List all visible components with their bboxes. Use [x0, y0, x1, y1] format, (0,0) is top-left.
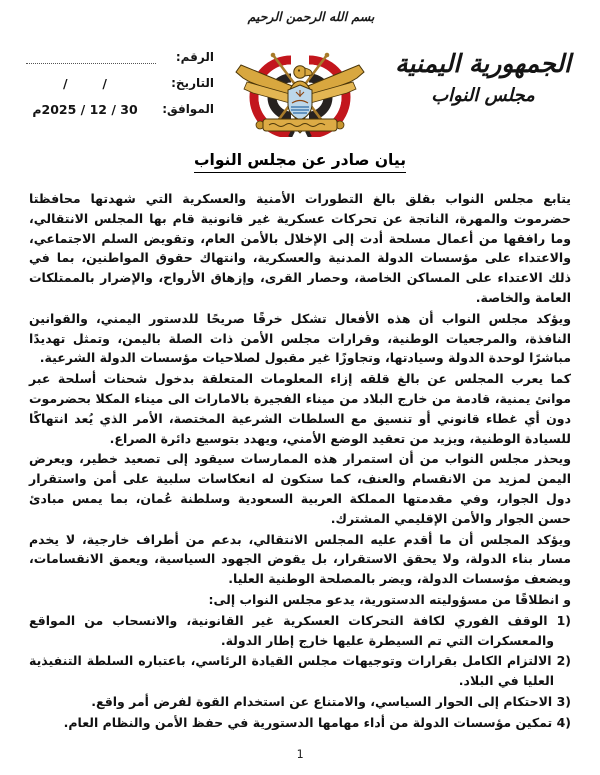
demand-text: تمكين مؤسسات الدولة من أداء مهامها الدستورية في حفظ الأمن والنظام العام. [63, 714, 553, 730]
body-paragraph: يتابع مجلس النواب بقلق بالغ التطورات الأمنية والعسكرية التي شهدتها محافظتا حضرموت والمهرة، الناتجة عن تحركات عسكرية غير قانونية قام بها المجلس الانتقالي، وما رافقها من أعمال مسلحة أدت إلى الإخلال بالأمن العام، وتقويض السلم الاجتماعي، والاعتداء على مؤسسات الدولة المدنية والعسكرية، وانتهاك حقوق المواطنين، بما في ذلك الاعتداء على المساكن الخاصة، وحصار القرى، وإزهاق الأرواح، والإضرار بالممتلكات العامة والخاصة. [29, 191, 571, 305]
statement-title-row [0, 151, 600, 169]
reference-fields [12, 44, 214, 122]
gregorian-date-label: الموافق: [162, 102, 214, 116]
demand-item [29, 713, 571, 733]
number-dotted-line [26, 50, 156, 64]
page-number: 1 [296, 747, 304, 761]
demand-number: 4) [556, 714, 571, 730]
demand-number: 3) [556, 693, 571, 709]
date-field-label: التاريخ: [171, 76, 214, 90]
org-name-calligraphy [376, 46, 590, 106]
demand-text: الاحتكام إلى الحوار السياسي، والامتناع عن استخدام القوة لفرض أمر واقع. [91, 693, 553, 709]
number-field-label: الرقم: [175, 50, 214, 64]
council-name: مجلس النواب [431, 85, 535, 107]
statement-title: بيان صادر عن مجلس النواب [194, 151, 406, 173]
body-paragraph: ويؤكد مجلس النواب أن هذه الأفعال تشكل خرقًا صريحًا للدستور اليمني، والقوانين النافذة، والمرجعيات الوطنية، وقرارات مجلس الأمن ذات الصلة باليمن، وتمثل تهديدًا مباشرًا لوحدة الدولة وسيادتها، وتجاوزًا غير مقبول لصلاحيات مؤسسات الدولة الشرعية. [29, 310, 571, 366]
body-paragraphs [29, 189, 571, 589]
demand-text: الوقف الفوري لكافة التحركات العسكرية غير القانونية، والانسحاب من المواقع والمعسكرات التي تم السيطرة عليها خارج إطار الدولة. [29, 612, 554, 648]
demand-number: 2) [556, 653, 571, 669]
body-paragraph: ويؤكد المجلس أن ما أقدم عليه المجلس الانتقالي، بدعم من أطراف خارجية، لا يخدم مسار بناء الدولة، ولا يحقق الاستقرار، بل يقوض الجهود السياسية، ويعمق الانقسامات، ويضعف مؤسسات الدولة، ويضر بالمصلحة الوطنية العليا. [29, 531, 571, 587]
body-paragraph: ويحذر مجلس النواب من أن استمرار هذه الممارسات سيقود إلى تصعيد خطير، ويعرض اليمن لمزيد من الانقسام والعنف، كما ستكون له انعكاسات سلبية على أمن واستقرار دول الجوار، وفي مقدمتها المملكة العربية السعودية وسلطنة عُمان، بما يمس مبادئ حسن الجوار والأمن الإقليمي المشترك. [29, 451, 571, 526]
demand-item [29, 651, 571, 691]
call-intro: و انطلاقًا من مسؤوليته الدستورية، يدعو مجلس النواب إلى: [208, 591, 571, 607]
demands-list [29, 611, 571, 733]
republic-name: الجمهورية اليمنية [395, 49, 571, 78]
date-field-row [12, 70, 214, 96]
demand-item [29, 692, 571, 712]
statement-body [29, 189, 571, 734]
gregorian-date-row [12, 96, 214, 122]
date-field-value: / / [63, 75, 107, 91]
number-field-row [12, 44, 214, 70]
demand-number: 1) [556, 612, 572, 628]
yemen-coat-of-arms-icon [233, 42, 367, 137]
body-paragraph: كما يعرب المجلس عن بالغ قلقه إزاء المعلومات المتعلقة بدخول شحنات أسلحة عبر موانئ يمنية، قادمة من خارج البلاد من ميناء الفجيرة بالامارات الى ميناء المكلا بحضرموت دون أي غطاء قانوني أو تنسيق مع السلطات الشرعية المختصة، الأمر الذي يُعد انتهاكًا للسيادة الوطنية، ويزيد من تعقيد الوضع الأمني، ويهدد بتوسيع دائرة الصراع. [29, 371, 571, 446]
bismillah-text: بسم الله الرحمن الرحيم [247, 9, 375, 24]
demand-item [29, 611, 571, 651]
demand-text: الالتزام الكامل بقرارات وتوجيهات مجلس القيادة الرئاسي، باعتباره السلطة التنفيذية العليا في البلاد. [29, 653, 554, 689]
gregorian-date-value: 30 / 12 / 2025م [32, 101, 138, 117]
